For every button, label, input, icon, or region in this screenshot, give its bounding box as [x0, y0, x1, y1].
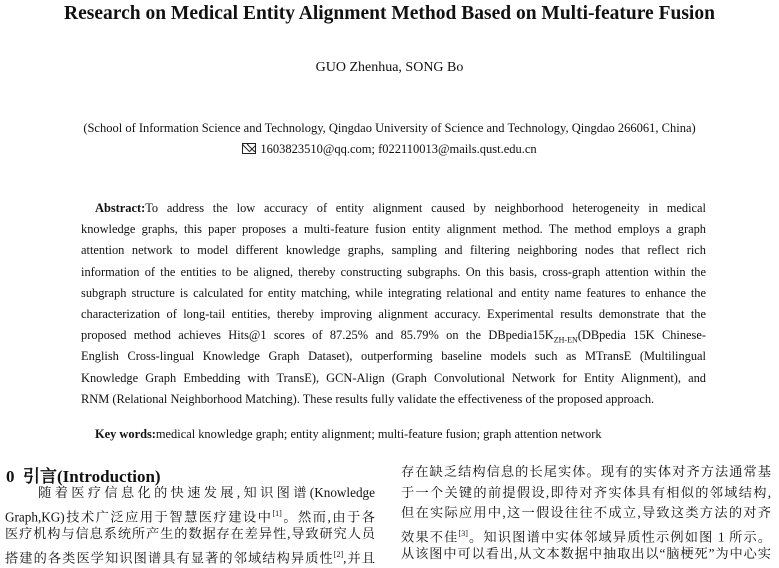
section-title: 引言(Introduction) [23, 467, 161, 486]
citation[interactable]: [3] [458, 528, 468, 538]
subscript: ZH-EN [553, 335, 578, 345]
body-text: 随着医疗信息化的快速发展,知识图谱(Knowledge [5, 485, 375, 500]
body-text: 医疗机构与信息系统所产生的数据存在差异性,导致研究人员 [5, 526, 375, 541]
body-text: 。然而,由于各 [281, 508, 375, 524]
keywords [95, 426, 720, 443]
body-line [5, 524, 375, 545]
abstract-text: To address the low accuracy of entity alignment caused by neighborhood heterogeneity in medical [145, 201, 706, 215]
abstract-text: English Cross-lingual Knowledge Graph Dataset), outperforming baseline models such as MTransE (Multilingual [81, 349, 706, 364]
abstract-line [95, 200, 706, 217]
abstract-text: RNM (Relational Neighborhood Matching). These results fully validate the effectiveness of the proposed approach. [81, 391, 655, 406]
body-text: Graph,KG)技术广泛应用于智慧医疗建设中 [5, 508, 273, 524]
abstract-label: Abstract: [95, 201, 146, 215]
affiliation: (School of Information Science and Technology, Qingdao University of Science and Technology, Qingdao 266061, China) [83, 121, 696, 135]
abstract-line [81, 242, 706, 259]
body-line [5, 483, 375, 504]
email-line [0, 142, 779, 157]
abstract-text: knowledge graphs, this paper proposes a multi-feature fusion entity alignment method. The method employs a graph [81, 222, 706, 237]
abstract-text: information of the entities to be aligned, thereby constructing subgraphs. On this basis, cross-graph attention within the [81, 264, 706, 279]
keywords-label: Key words: [95, 427, 156, 441]
body-text: 效果不佳 [401, 528, 459, 544]
abstract-line [81, 327, 706, 344]
left-column [5, 483, 375, 565]
abstract-text: attention network to model different knowledge graphs, sampling and filtering neighboring nodes that reflect rich [81, 243, 706, 258]
body-line [5, 504, 375, 525]
body-line [401, 524, 771, 545]
keywords-text: medical knowledge graph; entity alignment; multi-feature fusion; graph attention network [155, 427, 602, 441]
abstract-text: proposed method achieves Hits@1 scores of 87.25% and 85.79% on the DBpedia15K [81, 328, 554, 343]
abstract-text: subgraph structure is calculated for entity matching, while integrating relational and entity name features to enhance the [81, 285, 706, 300]
abstract-line [81, 348, 706, 365]
abstract-line [81, 370, 706, 387]
body-line [5, 545, 375, 566]
abstract-text: characterization of long-tail entities, thereby improving alignment accuracy. Experimental results demonstrate that the [81, 307, 706, 321]
abstract-text: Knowledge Graph Embedding with TransE), GCN-Align (Graph Convolutional Network for Entity Alignment), and [81, 370, 706, 385]
right-column [401, 462, 771, 565]
authors: GUO Zhenhua, SONG Bo [315, 60, 464, 75]
section-number: 0 [6, 467, 15, 486]
body-text: ,并且 [343, 549, 376, 565]
email: 1603823510@qq.com; f022110013@mails.qust.edu.cn [260, 142, 537, 156]
citation[interactable]: [2] [333, 549, 344, 559]
body-line [401, 483, 771, 504]
abstract-line [81, 391, 706, 408]
abstract-line [81, 221, 706, 238]
paper-title: Research on Medical Entity Alignment Method Based on Multi-feature Fusion [64, 3, 715, 24]
body-text: 。知识图谱中实体邻域异质性示例如图 1 所示。 [467, 528, 772, 544]
body-text: 搭建的各类医学知识图谱具有显著的邻域结构异质性 [5, 549, 334, 565]
body-line [401, 503, 771, 524]
abstract-line [81, 264, 706, 281]
body-text: 但在实际应用中,这一假设往往不成立,导致这类方法的对齐 [401, 505, 771, 520]
citation[interactable]: [1] [272, 508, 282, 518]
body-text: 从该图中可以看出,从文本数据中抽取出以“脑梗死”为中心实 [401, 546, 771, 561]
body-line [401, 544, 771, 565]
abstract-text: (DBpedia 15K Chinese- [577, 328, 707, 343]
abstract-line [81, 285, 706, 302]
body-line [401, 462, 771, 483]
body-text: 存在缺乏结构信息的长尾实体。现有的实体对齐方法通常基 [401, 464, 771, 479]
abstract-line [81, 306, 706, 323]
envelope-icon [242, 143, 256, 154]
body-text: 于一个关键的前提假设,即待对齐实体具有相似的邻域结构, [401, 484, 771, 500]
